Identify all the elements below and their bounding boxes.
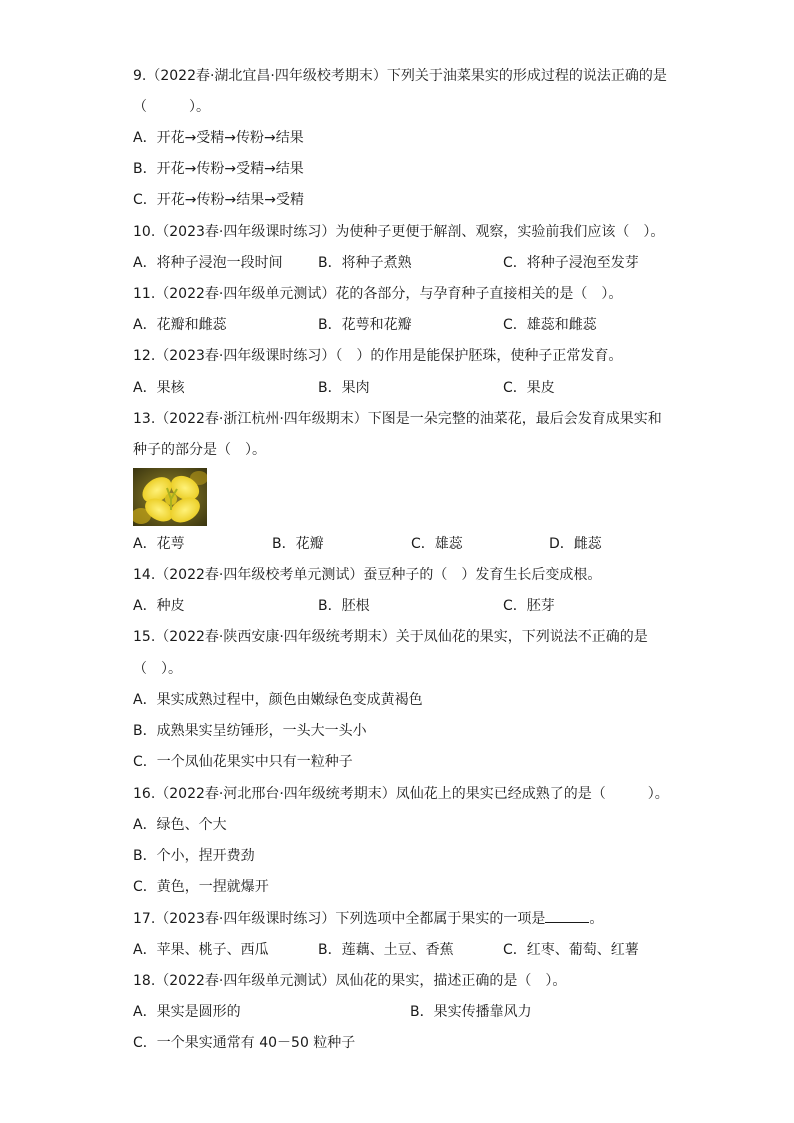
question-15-option-b: B．成熟果实呈纺锤形，一头大一头小: [133, 723, 367, 739]
question-14-option-c: C．胚芽: [503, 598, 555, 614]
question-17-option-a: A．苹果、桃子、西瓜: [133, 942, 269, 958]
question-14-stem: 14.（2022春·四年级校考单元测试）蚕豆种子的（ ）发育生长后变成根。: [133, 567, 602, 583]
question-12-option-a: A．果核: [133, 380, 185, 396]
question-10-stem: 10.（2023春·四年级课时练习）为使种子更便于解剖、观察，实验前我们应该（ ）。: [133, 224, 665, 240]
question-13-stem-cont: 种子的部分是（ ）。: [133, 442, 266, 458]
question-13-option-d: D．雌蕊: [549, 536, 602, 552]
question-14-option-a: A．种皮: [133, 598, 185, 614]
question-15-stem-cont: （ ）。: [133, 661, 182, 677]
question-15-option-c: C．一个凤仙花果实中只有一粒种子: [133, 754, 353, 770]
question-17-stem-text: 17.（2023春·四年级课时练习）下列选项中全都属于果实的一项是: [133, 911, 546, 927]
question-15-option-a: A．果实成熟过程中，颜色由嫩绿色变成黄褐色: [133, 692, 423, 708]
question-12-stem: 12.（2023春·四年级课时练习）（ ）的作用是能保护胚珠，使种子正常发育。: [133, 348, 623, 364]
question-13-option-b: B．花瓣: [272, 536, 324, 552]
question-9-option-b: B．开花→传粉→受精→结果: [133, 161, 304, 177]
question-13-option-a: A．花萼: [133, 536, 185, 552]
question-11-option-b: B．花萼和花瓣: [318, 317, 412, 333]
question-18-stem: 18.（2022春·四年级单元测试）凤仙花的果实，描述正确的是（ ）。: [133, 973, 567, 989]
question-11-option-a: A．花瓣和雌蕊: [133, 317, 227, 333]
rape-flower-image: [133, 468, 207, 526]
question-14-option-b: B．胚根: [318, 598, 370, 614]
question-9-option-c: C．开花→传粉→结果→受精: [133, 192, 304, 208]
question-18-option-a: A．果实是圆形的: [133, 1004, 241, 1020]
answer-blank[interactable]: [545, 908, 589, 923]
question-12-option-c: C．果皮: [503, 380, 555, 396]
question-10-option-a: A．将种子浸泡一段时间: [133, 255, 283, 271]
question-17-stem: [133, 908, 603, 929]
question-11-option-c: C．雄蕊和雌蕊: [503, 317, 597, 333]
question-9-option-a: A．开花→受精→传粉→结果: [133, 130, 304, 146]
question-10-option-c: C．将种子浸泡至发芽: [503, 255, 639, 271]
question-11-stem: 11.（2022春·四年级单元测试）花的各部分，与孕育种子直接相关的是（ ）。: [133, 286, 623, 302]
question-16-option-a: A．绿色、个大: [133, 817, 227, 833]
question-16-option-b: B．个小，捏开费劲: [133, 848, 255, 864]
question-17-option-c: C．红枣、葡萄、红薯: [503, 942, 639, 958]
question-15-stem: 15.（2022春·陕西安康·四年级统考期末）关于凤仙花的果实，下列说法不正确的是: [133, 629, 648, 645]
question-16-stem: 16.（2022春·河北邢台·四年级统考期末）凤仙花上的果实已经成熟了的是（ ）。: [133, 786, 669, 802]
question-10-option-b: B．将种子煮熟: [318, 255, 412, 271]
question-18-option-b: B．果实传播靠风力: [410, 1004, 532, 1020]
question-17-option-b: B．莲藕、土豆、香蕉: [318, 942, 454, 958]
question-9-stem-cont: （ ）。: [133, 99, 210, 115]
question-17-stem-end: 。: [589, 911, 604, 927]
question-9-stem: 9.（2022春·湖北宜昌·四年级校考期末）下列关于油菜果实的形成过程的说法正确的是: [133, 68, 667, 84]
question-12-option-b: B．果肉: [318, 380, 370, 396]
question-18-option-c: C．一个果实通常有 40－50 粒种子: [133, 1035, 356, 1051]
question-13-option-c: C．雄蕊: [411, 536, 463, 552]
question-13-stem: 13.（2022春·浙江杭州·四年级期末）下图是一朵完整的油菜花，最后会发育成果实和: [133, 411, 662, 427]
question-16-option-c: C．黄色，一捏就爆开: [133, 879, 269, 895]
